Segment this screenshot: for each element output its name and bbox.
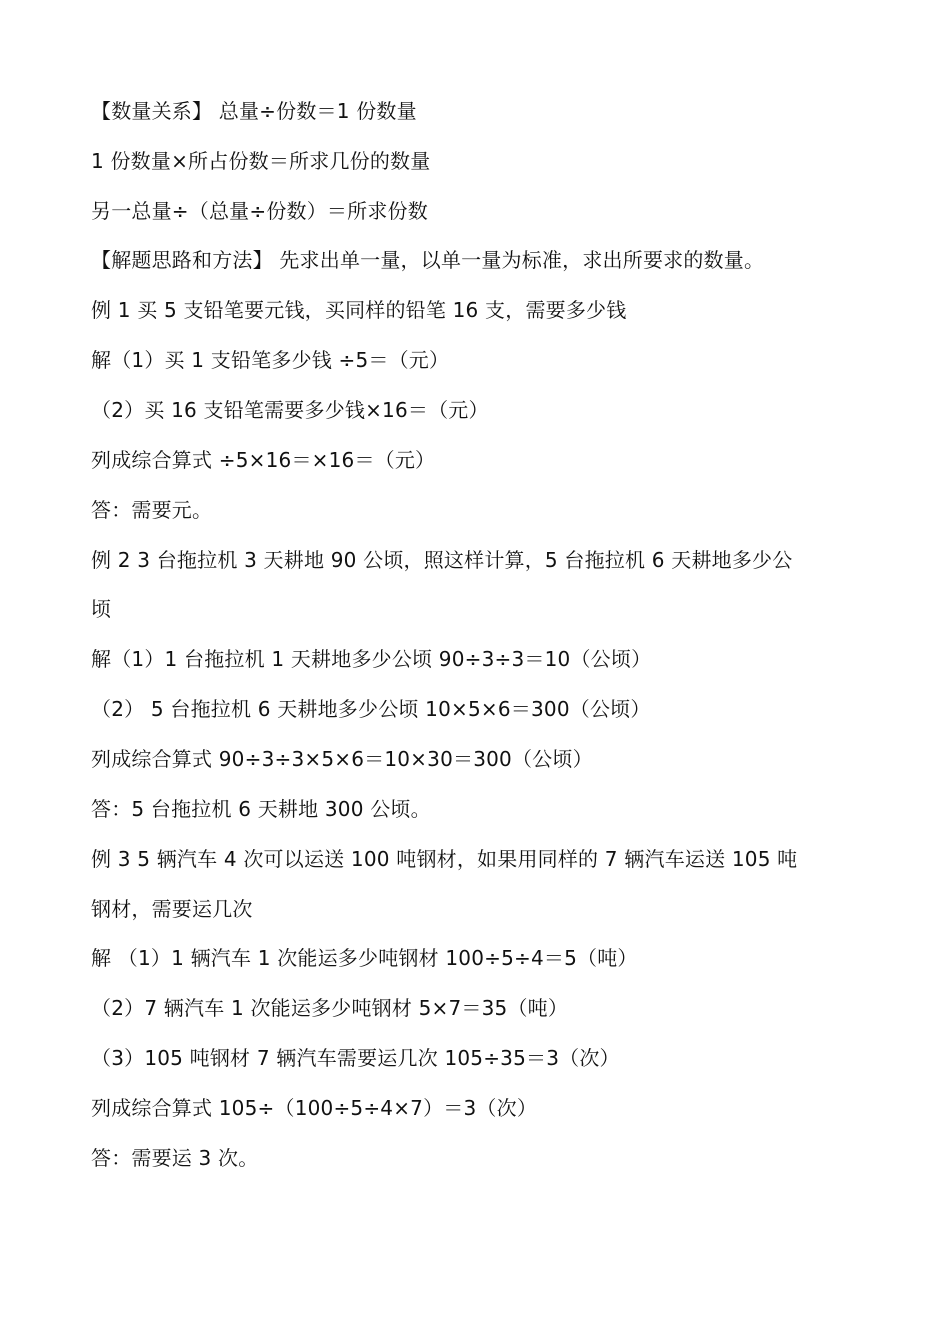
example-1-step-2: （2）买 16 支铅笔需要多少钱×16＝（元） <box>91 398 489 422</box>
example-2-question-cont: 顷 <box>91 597 112 621</box>
example-1-step-1: 解（1）买 1 支铅笔多少钱 ÷5＝（元） <box>91 348 450 372</box>
method-heading: 【解题思路和方法】 先求出单一量，以单一量为标准，求出所要求的数量。 <box>91 248 765 272</box>
quantity-relation-line-3: 另一总量÷（总量÷份数）＝所求份数 <box>91 199 428 223</box>
quantity-relation-line-2: 1 份数量×所占份数＝所求几份的数量 <box>91 149 431 173</box>
example-2-step-2: （2） 5 台拖拉机 6 天耕地多少公顷 10×5×6＝300（公顷） <box>91 697 651 721</box>
example-3-combined: 列成综合算式 105÷（100÷5÷4×7）＝3（次） <box>91 1096 538 1120</box>
example-2-combined: 列成综合算式 90÷3÷3×5×6＝10×30＝300（公顷） <box>91 747 593 771</box>
example-3-step-2: （2）7 辆汽车 1 次能运多少吨钢材 5×7＝35（吨） <box>91 996 569 1020</box>
quantity-relation-heading: 【数量关系】 总量÷份数＝1 份数量 <box>91 99 417 123</box>
example-3-step-3: （3）105 吨钢材 7 辆汽车需要运几次 105÷35＝3（次） <box>91 1046 620 1070</box>
example-2-step-1: 解（1）1 台拖拉机 1 天耕地多少公顷 90÷3÷3＝10（公顷） <box>91 647 652 671</box>
example-2-question: 例 2 3 台拖拉机 3 天耕地 90 公顷，照这样计算，5 台拖拉机 6 天耕地多少公 <box>91 548 793 572</box>
example-1-combined: 列成综合算式 ÷5×16＝×16＝（元） <box>91 448 436 472</box>
example-3-answer: 答：需要运 3 次。 <box>91 1146 259 1170</box>
example-1-answer: 答：需要元。 <box>91 498 213 522</box>
example-3-question-cont: 钢材，需要运几次 <box>91 897 253 921</box>
example-2-answer: 答：5 台拖拉机 6 天耕地 300 公顷。 <box>91 797 431 821</box>
example-1-question: 例 1 买 5 支铅笔要元钱，买同样的铅笔 16 支，需要多少钱 <box>91 298 627 322</box>
example-3-step-1: 解 （1）1 辆汽车 1 次能运多少吨钢材 100÷5÷4＝5（吨） <box>91 946 638 970</box>
example-3-question: 例 3 5 辆汽车 4 次可以运送 100 吨钢材，如果用同样的 7 辆汽车运送 105 吨 <box>91 847 798 871</box>
